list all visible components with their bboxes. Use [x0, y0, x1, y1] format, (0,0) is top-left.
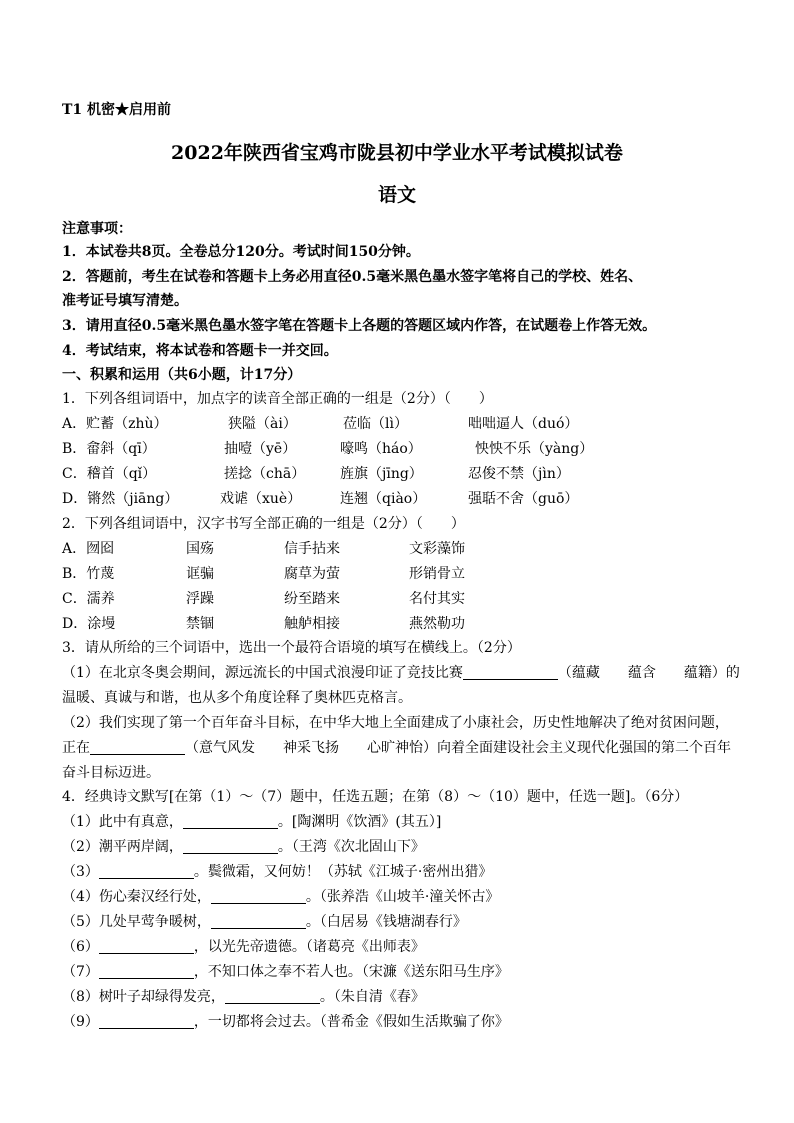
answer-blank[interactable]	[99, 1013, 194, 1029]
option-cell: 禁锢	[186, 616, 214, 632]
option-cell: 搓捻（chā）	[224, 466, 306, 482]
option-cell: 咄咄逼人（duó）	[468, 416, 579, 432]
option-cell: B．竹蔑	[62, 566, 115, 582]
option-cell: C．稽首（qǐ）	[62, 466, 157, 482]
q4-item: （1）此中有真意， 。[陶渊明《饮酒》(其五）]	[62, 814, 442, 830]
q3-part1-line2: 温暖、真诚与和谐，也从多个角度诠释了奥林匹克格言。	[62, 690, 412, 706]
answer-blank[interactable]	[99, 963, 194, 979]
q4-item: （4）伤心秦汉经行处， 。（张养浩《山坡羊·潼关怀古》	[62, 889, 500, 905]
q1-stem: 1．下列各组词语中，加点字的读音全部正确的一组是（2分）（ ）	[62, 391, 493, 407]
option-cell: 诓骗	[186, 566, 214, 582]
option-cell: D．涂墁	[62, 616, 116, 632]
answer-blank[interactable]	[90, 739, 185, 755]
option-cell: A．贮蓄（zhù）	[62, 416, 168, 432]
notice-heading: 注意事项：	[62, 221, 132, 237]
option-cell: 强聒不舍（guō）	[468, 491, 579, 507]
option-cell: 腐草为萤	[284, 566, 340, 582]
notice-item: 4．考试结束，将本试卷和答题卡一并交回。	[62, 343, 338, 359]
option-cell: 文彩藻饰	[409, 541, 465, 557]
option-cell: 嚎鸣（háo）	[340, 441, 422, 457]
section-heading: 一、积累和运用（共6小题，计17分）	[62, 367, 302, 383]
notice-item: 1．本试卷共8页。全卷总分120分。考试时间150分钟。	[62, 244, 420, 260]
option-cell: 国殇	[186, 541, 214, 557]
answer-blank[interactable]	[211, 888, 306, 904]
option-cell: 狭隘（ài）	[228, 416, 297, 432]
option-cell: 信手拈来	[284, 541, 340, 557]
q3-part2-line1: （2）我们实现了第一个百年奋斗目标，在中华大地上全面建成了小康社会，历史性地解决了绝对贫困问题，	[62, 715, 729, 731]
answer-blank[interactable]	[99, 938, 194, 954]
option-cell: 名付其实	[409, 591, 465, 607]
option-cell: 怏怏不乐（yàng）	[475, 441, 594, 457]
q3-part2-line3: 奋斗目标迈进。	[62, 765, 160, 781]
answer-blank[interactable]	[211, 913, 306, 929]
option-cell: 连翘（qiào）	[340, 491, 427, 507]
notice-item: 2．答题前，考生在试卷和答题卡上务必用直径0.5毫米黑色墨水签字笔将自己的学校、姓名、	[62, 269, 643, 285]
answer-blank[interactable]	[99, 863, 194, 879]
answer-blank[interactable]	[183, 813, 278, 829]
answer-blank[interactable]	[463, 664, 558, 680]
option-cell: 旌旗（jīng）	[340, 466, 423, 482]
answer-blank[interactable]	[183, 838, 278, 854]
option-cell: 戏谑（xuè）	[220, 491, 302, 507]
option-cell: 莅临（lì）	[343, 416, 408, 432]
q4-item: （8）树叶子却绿得发亮， 。（朱自清《春》	[62, 989, 425, 1005]
q2-stem: 2．下列各组词语中，汉字书写全部正确的一组是（2分）（ ）	[62, 516, 465, 532]
q4-item: （5）几处早莺争暖树， 。（白居易《钱塘湖春行》	[62, 914, 467, 930]
option-cell: 燕然勒功	[409, 616, 465, 632]
q4-item: （3） 。鬓微霜，又何妨！（苏轼《江城子·密州出猎》	[62, 864, 493, 880]
option-cell: D．锵然（jiāng）	[62, 491, 179, 507]
subject-title: 语文	[377, 184, 416, 206]
option-cell: 触舻相接	[284, 616, 340, 632]
option-cell: C．濡养	[62, 591, 115, 607]
option-cell: A．囫囵	[62, 541, 115, 557]
option-cell: 纷至踏来	[284, 591, 340, 607]
q4-stem: 4．经典诗文默写[在第（1）～（7）题中，任选五题；在第（8）～（10）题中，任选一题]。（6分）	[62, 789, 689, 805]
notice-item: 3．请用直径0.5毫米黑色墨水签字笔在答题卡上各题的答题区域内作答，在试题卷上作答无效。	[62, 318, 657, 334]
q3-part1-line1: （1）在北京冬奥会期间，源远流长的中国式浪漫印证了竞技比赛 （蕴藏 蕴含 蕴籍）的	[62, 665, 740, 681]
q4-item: （9） ，一切都将会过去。（普希金《假如生活欺骗了你》	[62, 1014, 509, 1030]
option-cell: 形销骨立	[409, 566, 465, 582]
answer-blank[interactable]	[225, 988, 320, 1004]
option-cell: B．畲斜（qī）	[62, 441, 156, 457]
confidential-label: T1 机密★启用前	[62, 102, 172, 118]
option-cell: 浮躁	[186, 591, 214, 607]
q4-item: （7） ，不知口体之奉不若人也。（宋濂《送东阳马生序》	[62, 964, 509, 980]
option-cell: 忍俊不禁（jìn）	[468, 466, 570, 482]
exam-title: 2022年陕西省宝鸡市陇县初中学业水平考试模拟试卷	[171, 142, 623, 164]
option-cell: 抽噎（yē）	[224, 441, 297, 457]
q4-item: （6） ，以光先帝遗德。（诸葛亮《出师表》	[62, 939, 425, 955]
q3-stem: 3．请从所给的三个词语中，选出一个最符合语境的填写在横线上。（2分）	[62, 640, 521, 656]
q3-part2-line2: 正在 （意气风发 神采飞扬 心旷神怡）向着全面建设社会主义现代化强国的第二个百年	[62, 740, 731, 756]
q4-item: （2）潮平两岸阔， 。（王湾《次北固山下》	[62, 839, 425, 855]
notice-item: 准考证号填写清楚。	[62, 293, 188, 309]
